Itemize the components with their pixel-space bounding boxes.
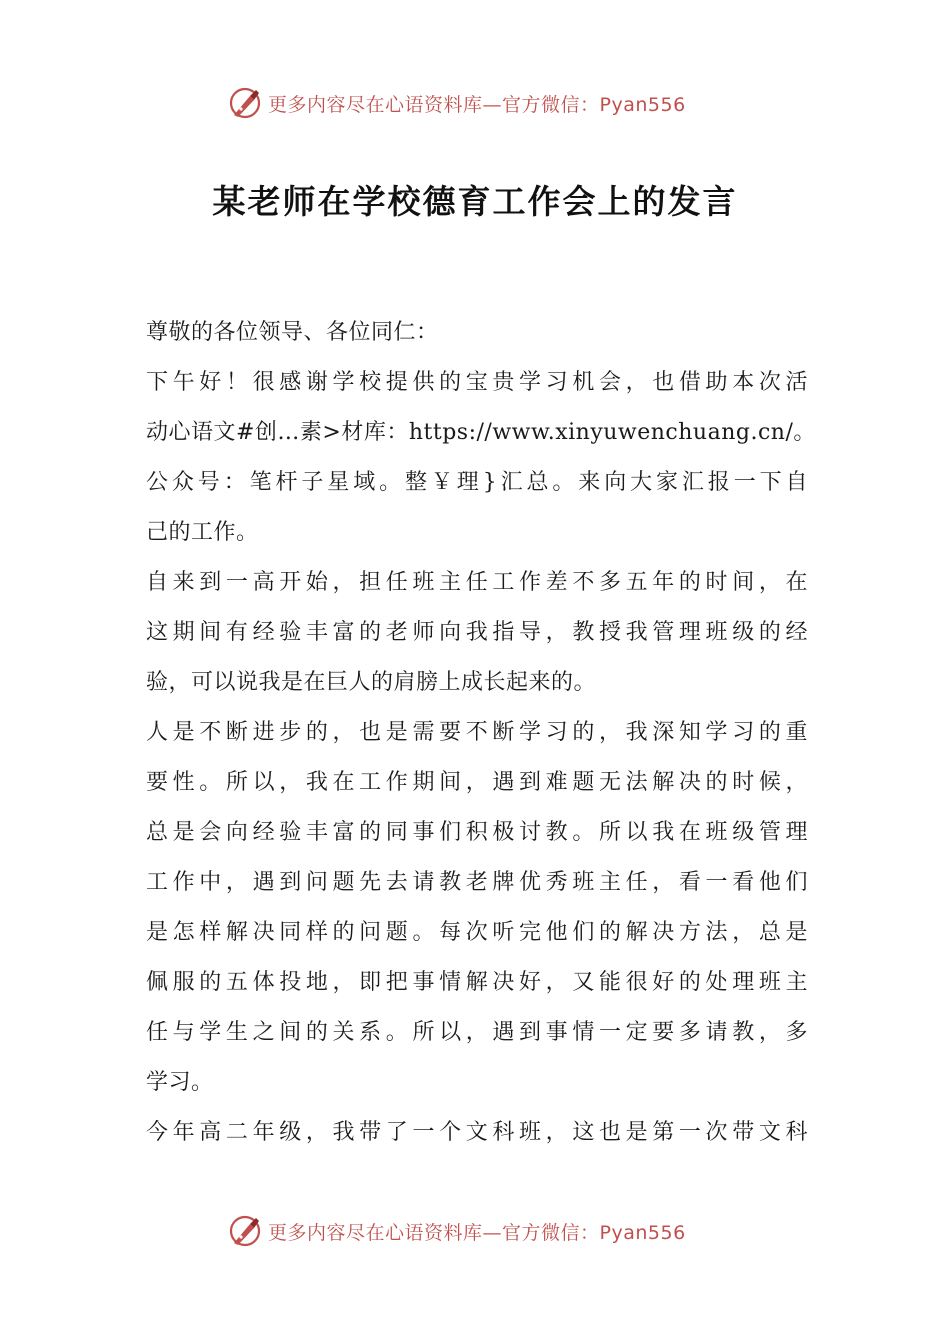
paragraph-line: 尊敬的各位领导、各位同仁： — [146, 320, 439, 345]
paragraph-line: 佩服的五体投地，即把事情解决好，又能很好的处理班主 — [146, 970, 808, 995]
paragraph-line: 任与学生之间的关系。所以，遇到事情一定要多请教，多 — [146, 1020, 808, 1045]
paragraph-line: 是怎样解决同样的问题。每次听完他们的解决方法，总是 — [146, 920, 808, 945]
header-banner-text: 更多内容尽在心语资料库—官方微信： — [268, 93, 600, 116]
paragraph-line: 这期间有经验丰富的老师向我指导，教授我管理班级的经 — [146, 620, 808, 645]
paragraph-line: 己的工作。 — [146, 520, 259, 545]
header-banner — [228, 83, 728, 123]
paragraph-line: 总是会向经验丰富的同事们积极讨教。所以我在班级管理 — [146, 820, 808, 845]
paragraph-line: 学习。 — [146, 1070, 214, 1095]
document-title: 某老师在学校德育工作会上的发言 — [212, 182, 738, 221]
paragraph-line: 下午好！很感谢学校提供的宝贵学习机会，也借助本次活 — [146, 370, 808, 395]
paragraph-line: 动心语文#创…素>材库：https://www.xinyuwenchuang.cn/。 — [146, 420, 816, 445]
paragraph-line: 工作中，遇到问题先去请教老牌优秀班主任，看一看他们 — [146, 870, 808, 895]
header-wechat-id: Pyan556 — [599, 93, 686, 116]
document-body — [146, 308, 816, 1158]
paragraph-line: 验，可以说我是在巨人的肩膀上成长起来的。 — [146, 670, 597, 695]
paragraph-line: 公众号：笔杆子星域。整￥理}汇总。来向大家汇报一下自 — [146, 470, 808, 495]
pen-nib-logo-icon — [228, 1214, 262, 1248]
footer-banner — [228, 1211, 728, 1251]
footer-banner-text: 更多内容尽在心语资料库—官方微信： — [268, 1221, 600, 1244]
paragraph-line: 人是不断进步的，也是需要不断学习的，我深知学习的重 — [146, 720, 808, 745]
footer-wechat-id: Pyan556 — [599, 1221, 686, 1244]
paragraph-line: 要性。所以，我在工作期间，遇到难题无法解决的时候， — [146, 770, 808, 795]
pen-nib-logo-icon — [228, 86, 262, 120]
paragraph-line: 自来到一高开始，担任班主任工作差不多五年的时间，在 — [146, 570, 808, 595]
paragraph-line: 今年高二年级，我带了一个文科班，这也是第一次带文科 — [146, 1120, 808, 1145]
